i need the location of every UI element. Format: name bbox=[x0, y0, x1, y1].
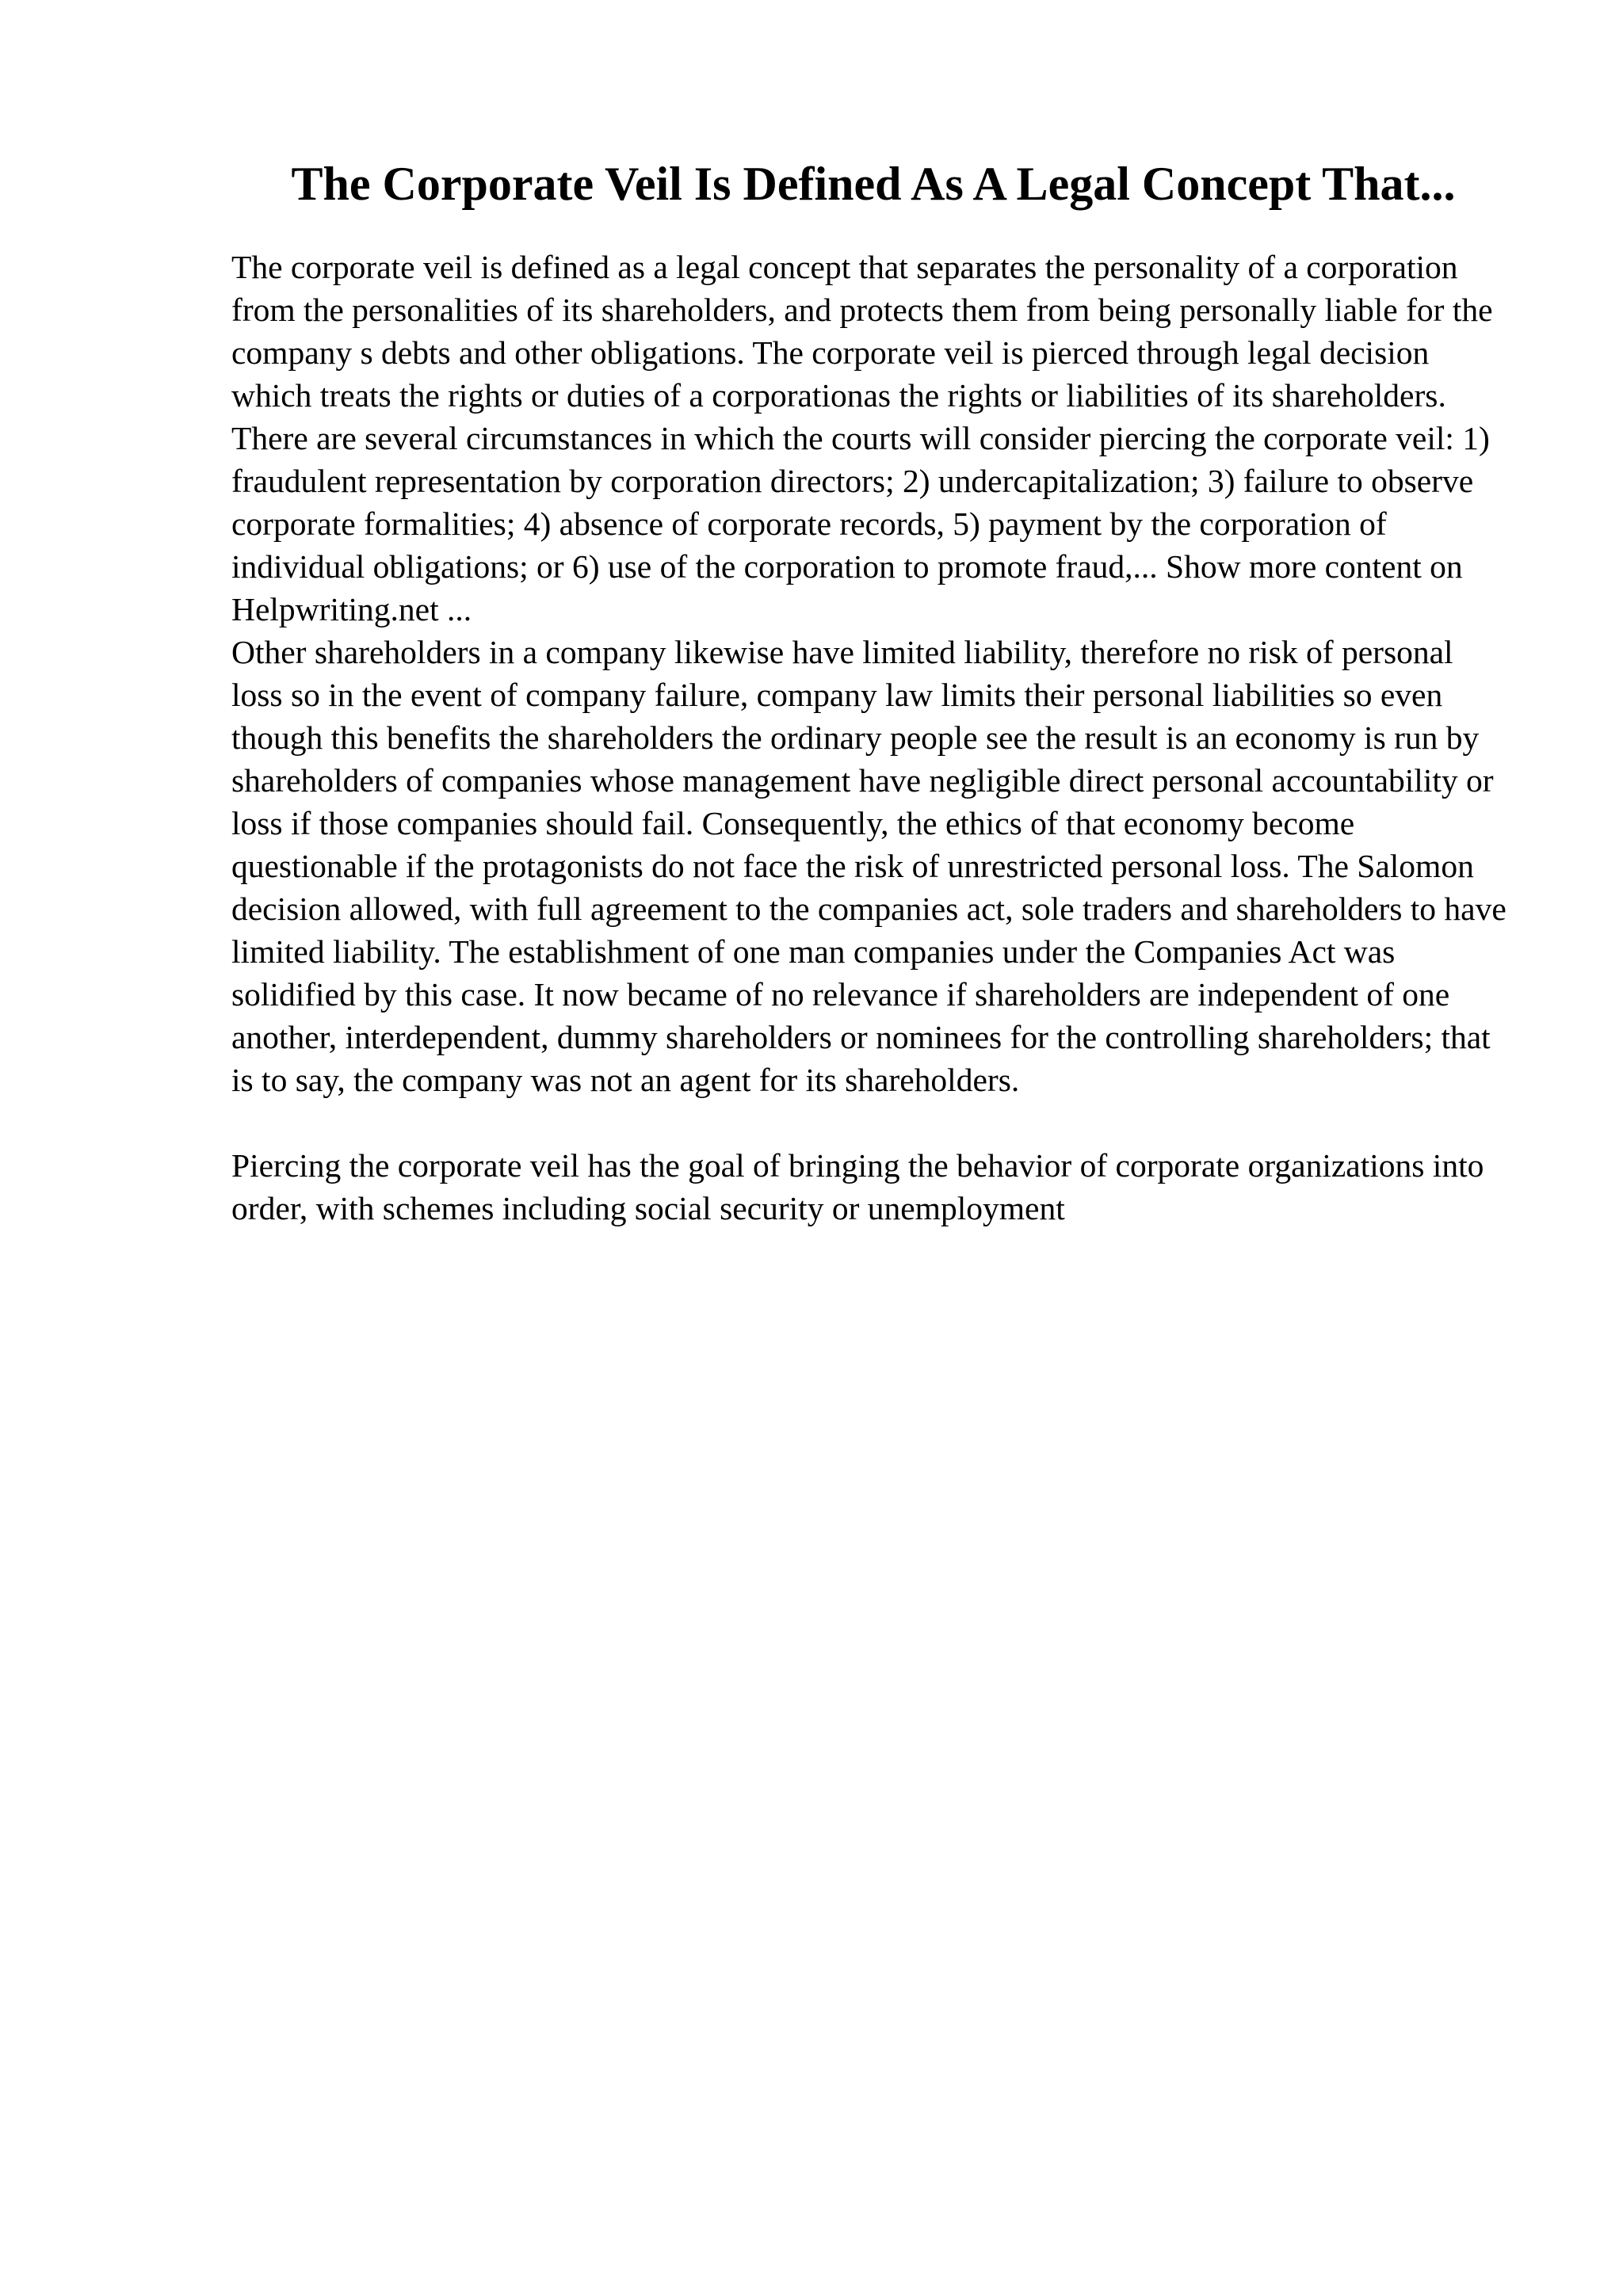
paragraph-3: Piercing the corporate veil has the goal of bringing the behavior of corporate organizations into order, with schemes including social security or unemployment bbox=[231, 1147, 1484, 1226]
document-body bbox=[231, 246, 1509, 1230]
paragraph-2: Other shareholders in a company likewise have limited liability, therefore no risk of personal loss so in the event of company failure, company law limits their personal liabilities so even though this benefits the shareholders the ordinary people see the result is an economy is run by shareholders of companies whose management have negligible direct personal accountability or loss if those companies should fail. Consequently, the ethics of that economy become questionable if the protagonists do not face the risk of unrestricted personal loss. The Salomon decision allowed, with full agreement to the companies act, sole traders and shareholders to have limited liability. The establishment of one man companies under the Companies Act was solidified by this case. It now became of no relevance if shareholders are independent of one another, interdependent, dummy shareholders or nominees for the controlling shareholders; that is to say, the company was not an agent for its shareholders. bbox=[231, 634, 1507, 1098]
paragraph-1: The corporate veil is defined as a legal concept that separates the personality of a corporation from the personalities of its shareholders, and protects them from being personally liable for the company s debts and other obligations. The corporate veil is pierced through legal decision which treats the rights or duties of a corporationas the rights or liabilities of its shareholders. There are several circumstances in which the courts will consider piercing the corporate veil: 1) fraudulent representation by corporation directors; 2) undercapitalization; 3) failure to observe corporate formalities; 4) absence of corporate records, 5) payment by the corporation of individual obligations; or 6) use of the corporation to promote fraud,... Show more content on Helpwriting.net ... bbox=[231, 249, 1493, 627]
document-title: The Corporate Veil Is Defined As A Legal Concept That... bbox=[291, 158, 1456, 210]
